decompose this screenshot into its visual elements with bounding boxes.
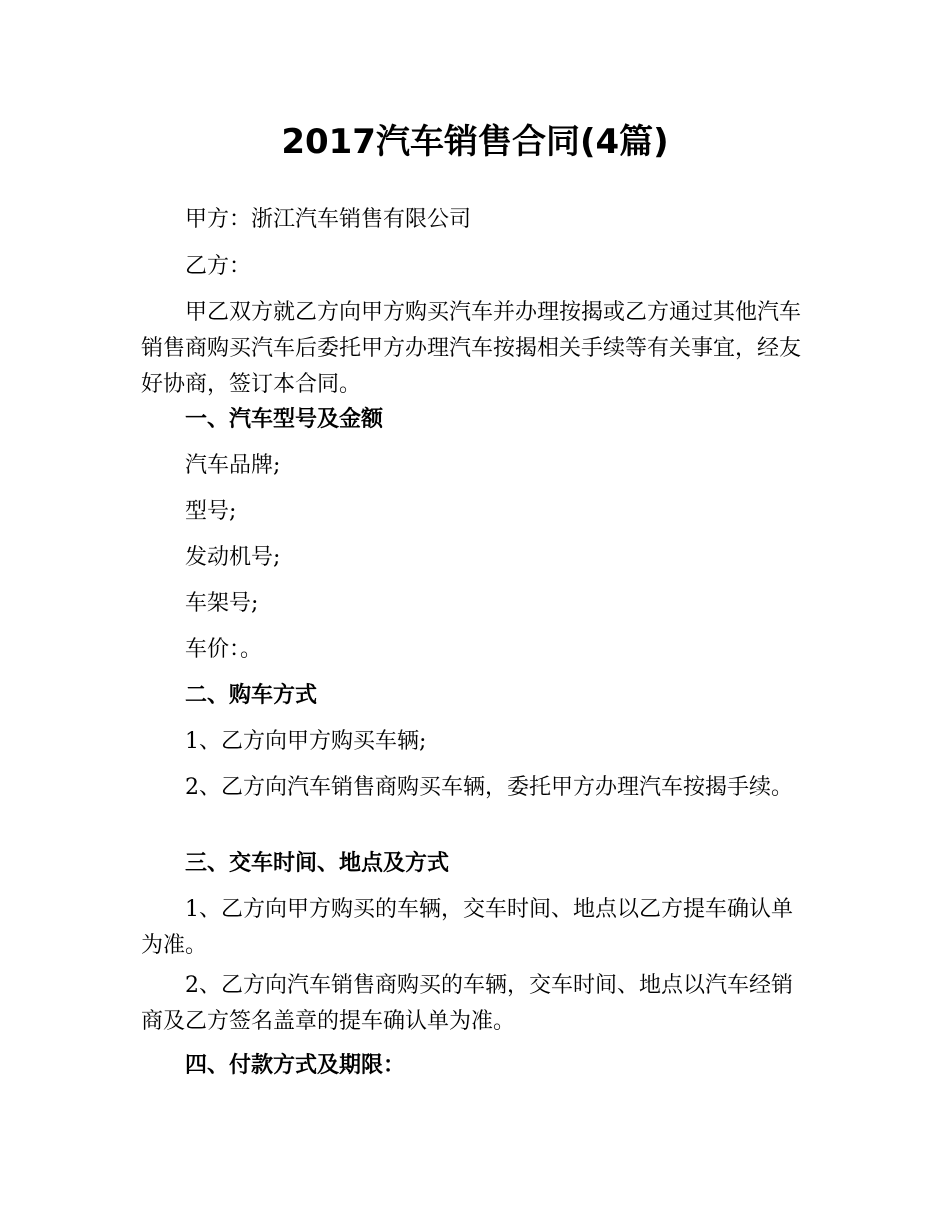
section-item: 2、乙方向汽车销售商购买的车辆，交车时间、地点以汽车经销商及乙方签名盖章的提车确认单为准。 (141, 973, 793, 1034)
section-item: 1、乙方向甲方购买车辆; (185, 729, 427, 754)
party-b-line: 乙方： (185, 254, 252, 279)
section-heading: 三、交车时间、地点及方式 (185, 851, 450, 876)
section-item: 1、乙方向甲方购买的车辆，交车时间、地点以乙方提车确认单为准。 (141, 897, 793, 958)
section-item: 汽车品牌; (185, 453, 281, 478)
section-heading: 一、汽车型号及金额 (185, 407, 384, 432)
section-item: 型号; (185, 499, 237, 524)
section-heading: 四、付款方式及期限： (185, 1053, 406, 1078)
section-item: 2、乙方向汽车销售商购买车辆，委托甲方办理汽车按揭手续。 (185, 775, 793, 800)
party-a-line: 甲方：浙江汽车销售有限公司 (185, 207, 472, 232)
section-heading: 二、购车方式 (185, 683, 318, 708)
document-title: 2017汽车销售合同(4篇) (281, 122, 669, 162)
intro-paragraph: 甲乙双方就乙方向甲方购买汽车并办理按揭或乙方通过其他汽车销售商购买汽车后委托甲方办理汽车按揭相关手续等有关事宜，经友好协商，签订本合同。 (141, 300, 802, 397)
section-item: 车价：。 (185, 637, 263, 662)
section-item: 车架号; (185, 591, 259, 616)
section-item: 发动机号; (185, 545, 281, 570)
